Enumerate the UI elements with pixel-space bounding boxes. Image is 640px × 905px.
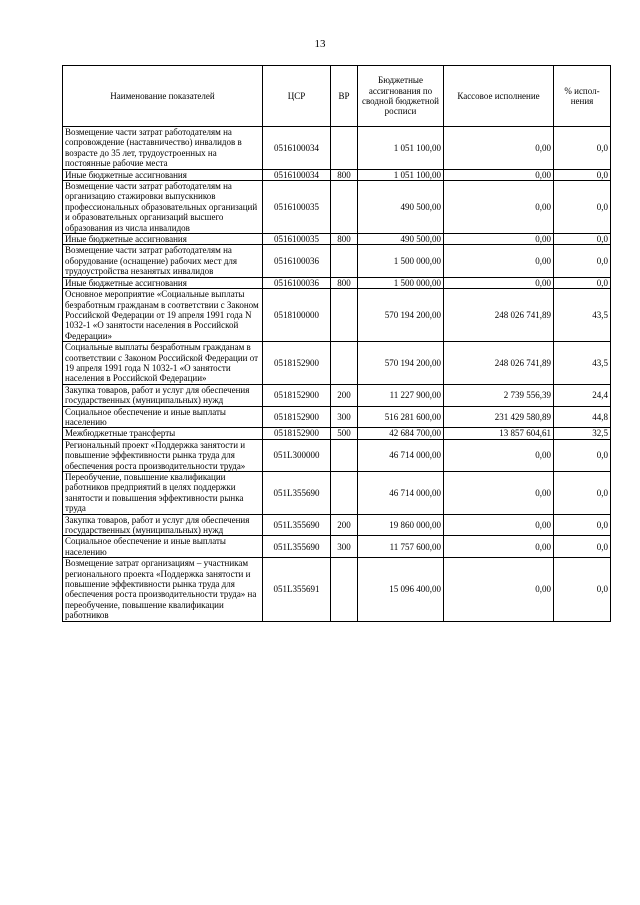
row-cash: 13 857 604,61 [444, 428, 554, 439]
row-name: Возмещение затрат организациям – участникам регионального проекта «Поддержка занятости и повышение эффективности рынка труда для обеспечения роста производительности труда» на переобучение, повышение квалификации работников [63, 558, 263, 621]
table-header-row [63, 66, 611, 127]
row-csr: 0518152900 [263, 384, 331, 406]
row-csr: 051L355690 [263, 536, 331, 558]
row-budget: 11 227 900,00 [358, 384, 444, 406]
table-row [63, 277, 611, 288]
row-cash: 0,00 [444, 127, 554, 170]
row-name: Возмещение части затрат работодателям на оборудование (оснащение) рабочих мест для трудоустройства незанятых инвалидов [63, 245, 263, 277]
row-budget: 11 757 600,00 [358, 536, 444, 558]
row-name: Закупка товаров, работ и услуг для обеспечения государственных (муниципальных) нужд [63, 514, 263, 536]
row-cash: 0,00 [444, 558, 554, 621]
row-cash: 0,00 [444, 472, 554, 515]
row-cash: 248 026 741,89 [444, 342, 554, 385]
row-pct: 0,0 [554, 127, 611, 170]
row-cash: 231 429 580,89 [444, 406, 554, 428]
row-pct: 0,0 [554, 472, 611, 515]
row-csr: 0516100036 [263, 277, 331, 288]
row-pct: 32,5 [554, 428, 611, 439]
row-csr: 051L355690 [263, 472, 331, 515]
row-csr: 051L300000 [263, 439, 331, 471]
table-row [63, 342, 611, 385]
header-cash: Кассовое исполнение [444, 66, 554, 127]
row-name: Социальные выплаты безработным гражданам в соответствии с Законом Российской Федерации от 19 апреля 1991 года N 1032-1 «О занятости населения в Российской Федерации» [63, 342, 263, 385]
row-name: Иные бюджетные ассигнования [63, 234, 263, 245]
row-csr: 051L355690 [263, 514, 331, 536]
row-vr [331, 289, 358, 342]
table-row [63, 289, 611, 342]
row-pct: 0,0 [554, 514, 611, 536]
row-budget: 490 500,00 [358, 234, 444, 245]
row-pct: 0,0 [554, 439, 611, 471]
row-name: Закупка товаров, работ и услуг для обеспечения государственных (муниципальных) нужд [63, 384, 263, 406]
row-pct: 43,5 [554, 289, 611, 342]
row-csr: 0518100000 [263, 289, 331, 342]
row-name: Возмещение части затрат работодателям на сопровождение (наставничество) инвалидов в возрасте до 35 лет, трудоустроенных на постоянные рабочие места [63, 127, 263, 170]
row-name: Возмещение части затрат работодателям на организацию стажировки выпускников профессиональных образовательных организаций и образовательных организаций высшего образования из числа инвалидов [63, 181, 263, 234]
row-vr [331, 342, 358, 385]
page-number: 13 [314, 38, 326, 50]
table-row [63, 472, 611, 515]
row-cash: 0,00 [444, 277, 554, 288]
row-csr: 0516100035 [263, 234, 331, 245]
table-row [63, 234, 611, 245]
row-vr [331, 472, 358, 515]
row-pct: 0,0 [554, 277, 611, 288]
row-vr [331, 245, 358, 277]
row-name: Социальное обеспечение и иные выплаты населению [63, 536, 263, 558]
table-row [63, 514, 611, 536]
table-row [63, 428, 611, 439]
row-name: Межбюджетные трансферты [63, 428, 263, 439]
row-budget: 15 096 400,00 [358, 558, 444, 621]
row-cash: 248 026 741,89 [444, 289, 554, 342]
row-pct: 0,0 [554, 181, 611, 234]
row-pct: 0,0 [554, 558, 611, 621]
row-pct: 0,0 [554, 234, 611, 245]
row-csr: 0518152900 [263, 406, 331, 428]
row-budget: 1 051 100,00 [358, 169, 444, 180]
row-csr: 0516100036 [263, 245, 331, 277]
row-vr [331, 181, 358, 234]
row-vr: 800 [331, 277, 358, 288]
table-row [63, 384, 611, 406]
table-row [63, 406, 611, 428]
table-row [63, 245, 611, 277]
budget-execution-table [62, 65, 611, 622]
row-budget: 570 194 200,00 [358, 342, 444, 385]
row-cash: 0,00 [444, 514, 554, 536]
header-name: Наименование показателей [63, 66, 263, 127]
row-vr: 800 [331, 234, 358, 245]
row-pct: 24,4 [554, 384, 611, 406]
row-vr [331, 127, 358, 170]
table-row [63, 536, 611, 558]
row-csr: 0518152900 [263, 428, 331, 439]
row-cash: 0,00 [444, 169, 554, 180]
table-row [63, 439, 611, 471]
row-vr: 800 [331, 169, 358, 180]
table-row [63, 558, 611, 621]
row-pct: 0,0 [554, 169, 611, 180]
row-name: Основное мероприятие «Социальные выплаты безработным гражданам в соответствии с Законом Российской Федерации от 19 апреля 1991 года N 1032-1 «О занятости населения в Российской Федерации» [63, 289, 263, 342]
row-vr [331, 439, 358, 471]
row-cash: 0,00 [444, 181, 554, 234]
row-budget: 46 714 000,00 [358, 439, 444, 471]
row-cash: 2 739 556,39 [444, 384, 554, 406]
row-budget: 490 500,00 [358, 181, 444, 234]
row-cash: 0,00 [444, 234, 554, 245]
row-vr: 500 [331, 428, 358, 439]
row-csr: 0518152900 [263, 342, 331, 385]
row-cash: 0,00 [444, 536, 554, 558]
row-vr [331, 558, 358, 621]
row-cash: 0,00 [444, 439, 554, 471]
row-cash: 0,00 [444, 245, 554, 277]
row-vr: 300 [331, 536, 358, 558]
row-csr: 0516100035 [263, 181, 331, 234]
row-budget: 46 714 000,00 [358, 472, 444, 515]
row-budget: 42 684 700,00 [358, 428, 444, 439]
row-name: Переобучение, повышение квалификации работников предприятий в целях поддержки занятости и повышения эффективности рынка труда [63, 472, 263, 515]
table-row [63, 169, 611, 180]
row-pct: 43,5 [554, 342, 611, 385]
header-budget: Бюджетные ассигнования по сводной бюджетной росписи [358, 66, 444, 127]
row-name: Региональный проект «Поддержка занятости и повышение эффективности рынка труда для обеспечения роста производительности труда» [63, 439, 263, 471]
table-row [63, 127, 611, 170]
row-vr: 200 [331, 514, 358, 536]
row-vr: 200 [331, 384, 358, 406]
row-budget: 570 194 200,00 [358, 289, 444, 342]
row-name: Иные бюджетные ассигнования [63, 277, 263, 288]
row-name: Социальное обеспечение и иные выплаты населению [63, 406, 263, 428]
row-csr: 051L355691 [263, 558, 331, 621]
row-budget: 19 860 000,00 [358, 514, 444, 536]
row-pct: 0,0 [554, 245, 611, 277]
header-csr: ЦСР [263, 66, 331, 127]
header-vr: ВР [331, 66, 358, 127]
row-name: Иные бюджетные ассигнования [63, 169, 263, 180]
table-row [63, 181, 611, 234]
row-budget: 1 051 100,00 [358, 127, 444, 170]
row-pct: 44,8 [554, 406, 611, 428]
row-budget: 1 500 000,00 [358, 245, 444, 277]
row-vr: 300 [331, 406, 358, 428]
row-budget: 516 281 600,00 [358, 406, 444, 428]
row-csr: 0516100034 [263, 127, 331, 170]
header-pct: % испол-нения [554, 66, 611, 127]
row-csr: 0516100034 [263, 169, 331, 180]
row-budget: 1 500 000,00 [358, 277, 444, 288]
row-pct: 0,0 [554, 536, 611, 558]
